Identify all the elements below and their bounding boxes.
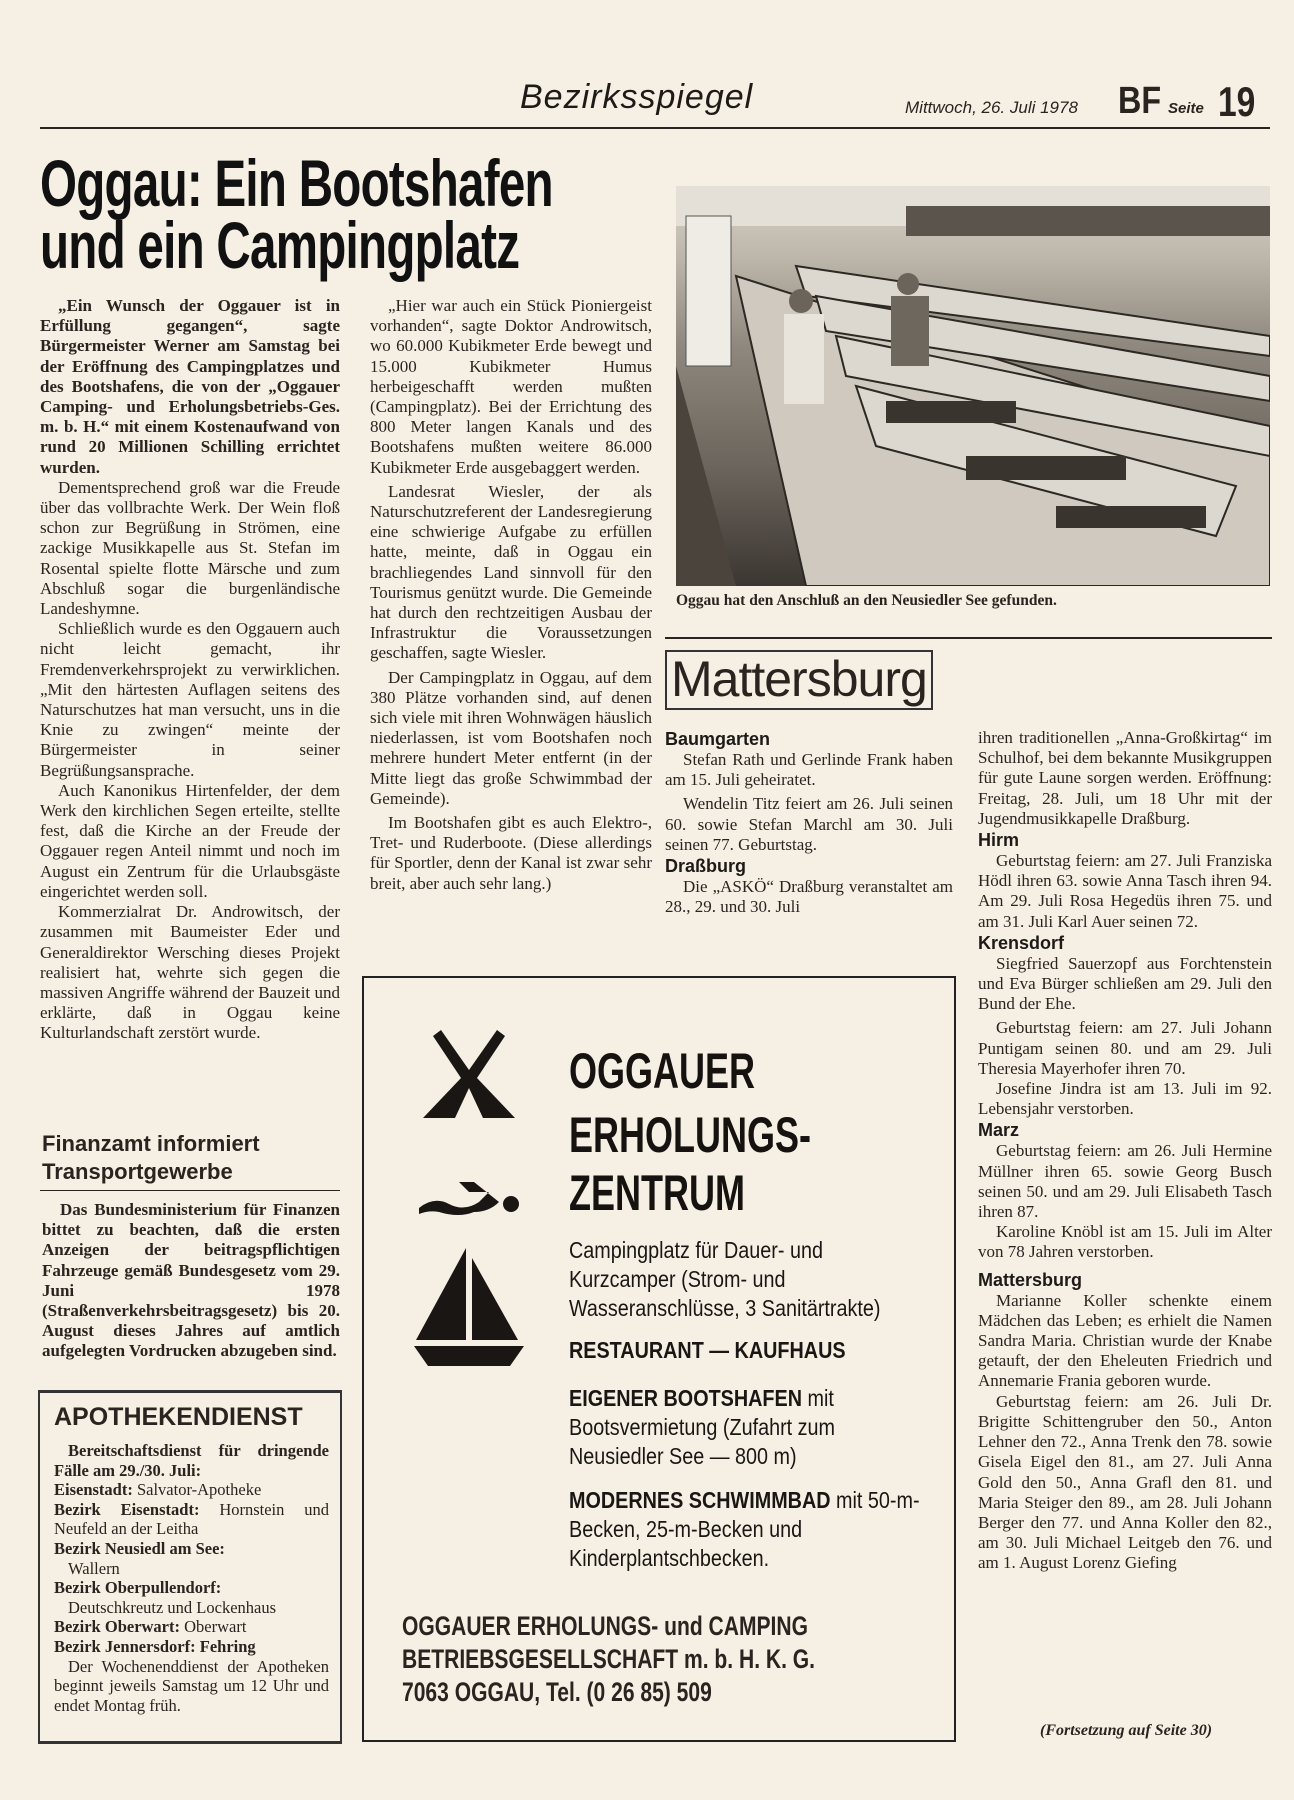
headline-line-2: und ein Campingplatz <box>40 208 520 282</box>
ad-restaurant: RESTAURANT — KAUFHAUS <box>569 1337 846 1363</box>
continued-note: (Fortsetzung auf Seite 30) <box>1040 1722 1213 1739</box>
apotheke-entry <box>54 1637 329 1657</box>
entry-value: Fehring <box>199 1636 256 1656</box>
boats-illustration <box>676 186 1270 586</box>
article-column-1 <box>40 296 340 1044</box>
photo-caption: Oggau hat den Anschluß an den Neusiedler See gefunden. <box>676 592 1057 609</box>
apotheke-entry <box>54 1578 329 1617</box>
apotheke-heading: APOTHEKENDIENST <box>54 1403 303 1431</box>
ad-pool <box>569 1486 930 1573</box>
entry-label: Bezirk Neusiedl am See: <box>54 1538 225 1558</box>
town-heading: Marz <box>978 1120 1020 1141</box>
finanzamt-heading: Finanzamt informiert Transportgewerbe <box>42 1131 260 1184</box>
news-item: Siegfried Sauerzopf aus Forchtenstein und Eva Bürger schließen am 29. Juli den Bund der Ehe. <box>978 953 1272 1014</box>
news-item: Geburtstag feiern: am 26. Juli Dr. Brigitte Schittengruber den 50., Anton Lehner den 72., Anna Trenk den 78. sowie Gisela Eigel den 81., am 27. Juli Anna Gold den 50., Anna Grafl den 81. und Maria Steiger den 89., am 28. Juli Johann Berger den 77. und Anna Koller den 82., am 30. Juli Michael Leitgeb den 76. und am 1. August Lorenz Giefing <box>978 1391 1272 1573</box>
finanzamt-rule <box>40 1190 340 1191</box>
paper-logo: BF <box>1118 80 1162 122</box>
entry-label: Eisenstadt: <box>54 1480 133 1500</box>
page-number: 19 <box>1218 78 1256 125</box>
tent-icon <box>419 1030 519 1120</box>
local-news-column-2 <box>978 728 1272 1574</box>
town-heading: Hirm <box>978 830 1020 851</box>
ad-title-3: ZENTRUM <box>569 1165 745 1221</box>
sailboat-icon <box>414 1248 524 1368</box>
entry-label: Bezirk Oberwart: <box>54 1617 180 1637</box>
article-headline <box>40 146 688 282</box>
entry-label: Bezirk Jennersdorf: <box>54 1636 196 1656</box>
headline-line-1: Oggau: Ein Bootshafen <box>40 146 553 220</box>
article-paragraph: Schließlich wurde es den Oggauern auch nicht leicht gemacht, ihr Fremdenverkehrsprojekt zu verwirklichen. „Mit den härtesten Auflagen seitens des Naturschutzes hat man versucht, uns in die Knie zu zwingen“ meinte der Bürgermeister in seiner Begrüßungsansprache. <box>40 619 340 780</box>
news-item-continued: ihren traditionellen „Anna-Großkirtag“ im Schulhof, bei dem bekannte Musikgruppen für gute Laune sorgen werden. Eröffnung: Freitag, 28. Juli, um 18 Uhr mit der Jugendmusikkapelle Draßburg. <box>978 728 1272 828</box>
apotheke-footer: Der Wochenenddienst der Apotheken beginnt jeweils Samstag um 12 Uhr und endet Montag früh. <box>54 1656 329 1715</box>
town-heading: Mattersburg <box>978 1269 1083 1290</box>
entry-label: Bezirk Oberpullendorf: <box>54 1578 222 1598</box>
news-item: Geburtstag feiern: am 27. Juli Johann Puntigam seinen 80. und am 29. Juli Theresia Mayerhofer ihren 70. <box>978 1018 1272 1078</box>
finanzamt-text: Das Bundesministerium für Finanzen bittet zu beachten, daß die ersten Anzeigen der beitragspflichtigen Fahrzeuge gemäß Bundesgesetz vom 29. Juni 1978 (Straßenverkehrsbeitragsgesetz) bis 20. August dieses Jahres auf amtlich aufgelegten Vordrucken abzugeben sind. <box>42 1200 340 1361</box>
town-heading: Draßburg <box>665 856 746 877</box>
swimmer-icon <box>419 1178 529 1218</box>
apotheke-entry <box>54 1500 329 1539</box>
entry-value: Oberwart <box>184 1617 247 1637</box>
section-rule <box>665 637 1272 639</box>
news-item: Josefine Jindra ist am 13. Juli im 92. Lebensjahr verstorben. <box>978 1079 1272 1119</box>
article-paragraph: Der Campingplatz in Oggau, auf dem 380 Plätze vorhanden sind, auf denen sich viele mit ihren Wohnwägen häuslich niederlassen, ist vom Bootshafen noch mehrere hundert Meter entfernt (in der Mitte liegt das große Schwimmbad der Gemeinde). <box>370 667 652 808</box>
ad-boat <box>569 1384 930 1471</box>
section-title: Bezirksspiegel <box>520 78 754 116</box>
entry-value: Wallern <box>68 1558 120 1578</box>
local-news-column-1 <box>665 728 953 917</box>
apotheke-box <box>38 1390 342 1744</box>
news-item: Wendelin Titz feiert am 26. Juli seinen 60. sowie Stefan Marchl am 30. Juli seinen 77. Geburtstag. <box>665 794 953 854</box>
article-paragraph: „Hier war auch ein Stück Pioniergeist vorhanden“, sagte Doktor Androwitsch, wo 60.000 Kubikmeter Erde bewegt und 15.000 Kubikmeter Humus herbeigeschafft werden mußten (Campingplatz). Bei der Errichtung des 800 Meter langen Kanals und des Bootshafens mußten weitere 86.000 Kubikmeter Erde ausgebaggert werden. <box>370 296 652 477</box>
ad-footer-line: BETRIEBSGESELLSCHAFT m. b. H. K. G. <box>402 1644 816 1674</box>
finanzamt-body <box>42 1200 340 1362</box>
article-lead: „Ein Wunsch der Oggauer ist in Erfüllung gegangen“, sagte Bürgermeister Werner am Samstag bei der Eröffnung des Campingplatzes und des Bootshafens, die von der „Oggauer Camping- und Erholungsbetriebs-Ges. m. b. H.“ mit einem Kostenaufwand von rund 20 Millionen Schilling errichtet wurden. <box>40 296 340 477</box>
header-rule <box>40 127 1270 129</box>
article-paragraph: Auch Kanonikus Hirtenfelder, der dem Werk den kirchlichen Segen erteilte, stellte fest, daß die Kirche an der Freude der Oggauer regen Anteil nimmt und noch im August ein Zentrum für die Urlaubsgäste eingerichtet werden soll. <box>40 780 340 901</box>
news-item: Geburtstag feiern: am 27. Juli Franziska Hödl ihren 63. sowie Anna Tasch ihren 94. Am 29. Juli Rosa Hegedüs ihren 75. und am 31. Juli Karl Auer seinen 72. <box>978 851 1272 931</box>
news-item: Karoline Knöbl ist am 15. Juli im Alter von 78 Jahren verstorben. <box>978 1222 1272 1262</box>
news-item: Marianne Koller schenkte einem Mädchen das Leben; es erhielt die Namen Sandra Maria. Christian wurde der Knabe getauft, der den Eheleuten Friedrich und Annemarie Frania geboren wurde. <box>978 1290 1272 1391</box>
ad-footer-line: OGGAUER ERHOLUNGS- und CAMPING <box>402 1611 808 1641</box>
advertisement-box <box>362 976 956 1742</box>
harbor-photo <box>676 186 1270 586</box>
apotheke-entry <box>54 1617 329 1637</box>
entry-value: Deutschkreutz und Lockenhaus <box>68 1597 277 1617</box>
town-heading: Baumgarten <box>665 729 771 749</box>
news-item: Die „ASKÖ“ Draßburg veranstaltet am 28., 29. und 30. Juli <box>665 877 953 917</box>
ad-footer-contact: 7063 OGGAU, Tel. (0 26 85) 509 <box>402 1677 712 1707</box>
ad-pool-bold: MODERNES SCHWIMMBAD <box>569 1487 831 1513</box>
ad-pool-text: mit 50-m-Becken, 25-m-Becken und Kinderplantschbecken. <box>569 1487 920 1571</box>
apotheke-entry <box>54 1539 329 1578</box>
page-label: Seite <box>1168 100 1204 117</box>
apotheke-body <box>54 1441 329 1715</box>
mattersburg-section-logo: Mattersburg <box>665 650 933 710</box>
entry-label: Bezirk Eisenstadt: <box>54 1499 200 1519</box>
ad-boat-text: mit Bootsvermietung (Zufahrt zum Neusiedler See — 800 m) <box>569 1385 836 1469</box>
ad-footer <box>402 1610 815 1709</box>
article-paragraph: Im Bootshafen gibt es auch Elektro-, Tret- und Ruderboote. (Diese allerdings für Sportler, denn der Kanal ist zwar sehr breit, aber auch sehr lang.) <box>370 813 652 893</box>
ad-title-1: OGGAUER <box>569 1043 756 1099</box>
ad-camping: Campingplatz für Dauer- und Kurzcamper (Strom- und Wasseranschlüsse, 3 Sanitärtrakte) <box>569 1237 881 1321</box>
article-paragraph: Dementsprechend groß war die Freude über das vollbrachte Werk. Der Wein floß schon zur Begrüßung in Strömen, eine zackige Musikkapelle aus St. Stefan im Rosental spielte flotte Märsche und zum Abschluß sogar die burgenländische Landeshymne. <box>40 477 340 619</box>
ad-boat-bold: EIGENER BOOTSHAFEN <box>569 1385 802 1411</box>
entry-value: Salvator-Apotheke <box>136 1480 262 1500</box>
article-paragraph: Landesrat Wiesler, der als Naturschutzreferent der Landesregierung eine schwierige Aufgabe zu erfüllen hatte, meinte, daß in Oggau ein brachliegendes Land sinnvoll für den Tourismus genützt wurde. Die Gemeinde hat durch den rechtzeitigen Ausbau der Infrastruktur die Voraussetzungen geschaffen, sagte Wiesler. <box>370 481 652 663</box>
article-paragraph: Kommerzialrat Dr. Androwitsch, der zusammen mit Baumeister Eder und Generaldirektor Wersching dieses Projekt realisiert hat, wehrte sich gegen die massiven Angriffe während der Bauzeit und erklärte, daß in Oggau keine Kulturlandschaft zerstört wurde. <box>40 902 340 1043</box>
issue-date: Mittwoch, 26. Juli 1978 <box>905 98 1078 117</box>
ad-title-2: ERHOLUNGS- <box>569 1107 811 1163</box>
news-item: Stefan Rath und Gerlinde Frank haben am 15. Juli geheiratet. <box>665 750 953 790</box>
article-column-2 <box>370 296 652 894</box>
apotheke-intro: Bereitschaftsdienst für dringende Fälle am 29./30. Juli: <box>54 1441 329 1480</box>
town-heading: Krensdorf <box>978 932 1065 953</box>
entry-value: Hornstein und Neufeld an der Leitha <box>54 1499 329 1539</box>
apotheke-entry <box>54 1480 329 1500</box>
news-item: Geburtstag feiern: am 26. Juli Hermine Müllner ihren 65. sowie Georg Busch seinen 50. und am 29. Juli Elisabeth Tasch ihren 87. <box>978 1141 1272 1222</box>
